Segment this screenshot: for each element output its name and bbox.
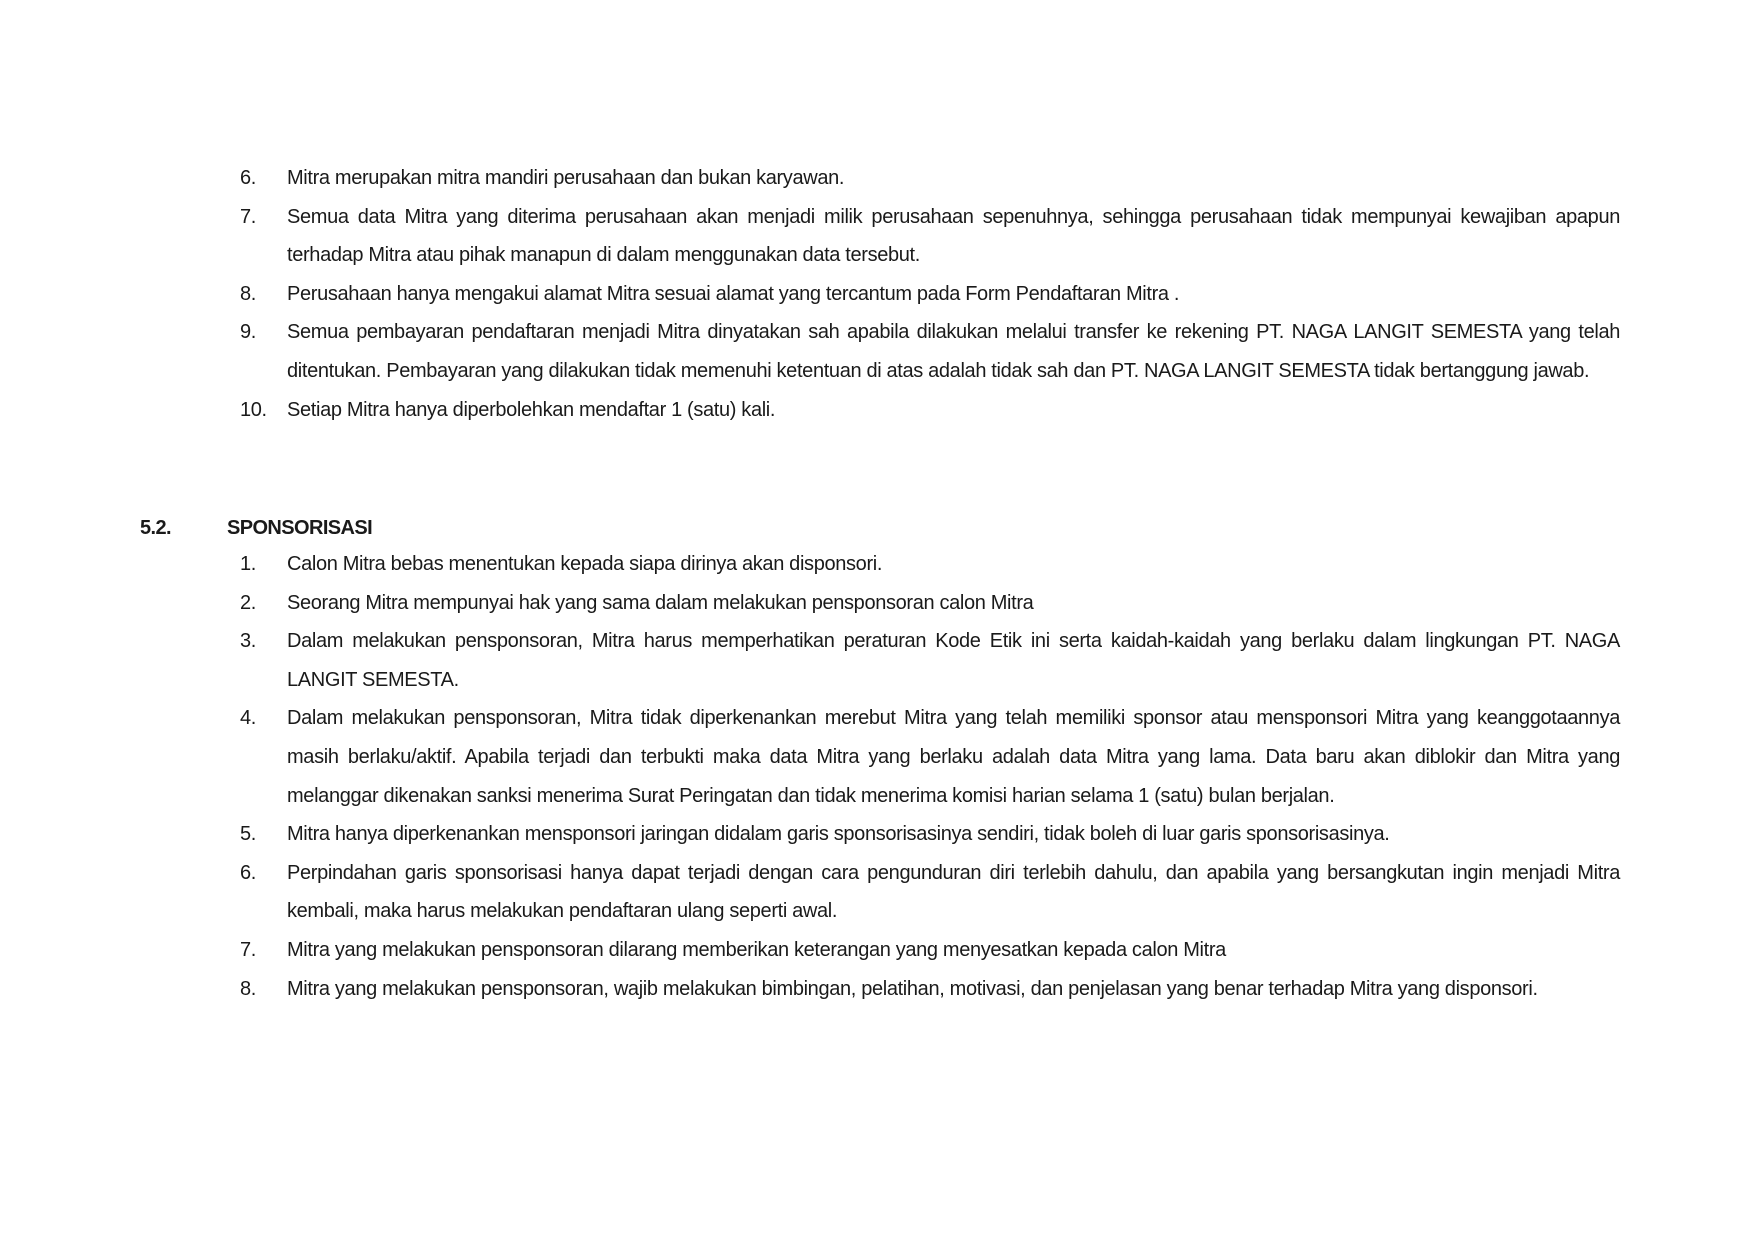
item-text: Mitra hanya diperkenankan mensponsori jaringan didalam garis sponsorisasinya sendiri, tidak boleh di luar garis sponsorisasinya. xyxy=(287,823,1390,846)
membership-rules-list xyxy=(240,159,1620,429)
item-text: Setiap Mitra hanya diperbolehkan mendaftar 1 (satu) kali. xyxy=(287,398,776,421)
list-item xyxy=(240,815,1620,854)
list-item xyxy=(240,931,1620,970)
list-item xyxy=(240,198,1620,275)
item-text: Dalam melakukan pensponsoran, Mitra harus memperhatikan peraturan Kode Etik ini serta kaidah-kaidah yang berlaku dalam lingkungan PT. NAGA LANGIT SEMESTA. xyxy=(287,630,1620,691)
item-number: 2. xyxy=(240,591,256,614)
item-number: 10. xyxy=(240,398,267,421)
list-item xyxy=(240,699,1620,815)
item-text: Semua data Mitra yang diterima perusahaan akan menjadi milik perusahaan sepenuhnya, sehingga perusahaan tidak mempunyai kewajiban apapun terhadap Mitra atau pihak manapun di dalam menggunakan data tersebut. xyxy=(287,205,1620,267)
item-text: Seorang Mitra mempunyai hak yang sama dalam melakukan pensponsoran calon Mitra xyxy=(287,591,1034,614)
item-number: 6. xyxy=(240,167,256,189)
item-number: 4. xyxy=(240,707,256,730)
item-number: 7. xyxy=(240,205,256,228)
section-number: 5.2. xyxy=(140,517,171,539)
sponsorship-rules-list xyxy=(240,545,1620,1008)
item-text: Mitra merupakan mitra mandiri perusahaan dan bukan karyawan. xyxy=(287,167,845,189)
item-text: Mitra yang melakukan pensponsoran, wajib melakukan bimbingan, pelatihan, motivasi, dan penjelasan yang benar terhadap Mitra yang disponsori. xyxy=(287,977,1538,1000)
item-number: 5. xyxy=(240,823,256,846)
item-number: 7. xyxy=(240,938,256,961)
item-text: Perusahaan hanya mengakui alamat Mitra sesuai alamat yang tercantum pada Form Pendaftaran Mitra . xyxy=(287,282,1180,305)
item-text: Dalam melakukan pensponsoran, Mitra tidak diperkenankan merebut Mitra yang telah memiliki sponsor atau mensponsori Mitra yang keanggotaannya masih berlaku/aktif. Apabila terjadi dan terbukti maka data Mitra yang berlaku adalah data Mitra yang lama. Data baru akan diblokir dan Mitra yang melanggar dikenakan sanksi menerima Surat Peringatan dan tidak menerima komisi harian selama 1 (satu) bulan berjalan. xyxy=(287,707,1620,807)
item-text: Perpindahan garis sponsorisasi hanya dapat terjadi dengan cara pengunduran diri terlebih dahulu, dan apabila yang bersangkutan ingin menjadi Mitra kembali, maka harus melakukan pendaftaran ulang seperti awal. xyxy=(287,861,1620,923)
list-item xyxy=(240,275,1620,314)
section-title: SPONSORISASI xyxy=(227,517,373,539)
item-text: Semua pembayaran pendaftaran menjadi Mitra dinyatakan sah apabila dilakukan melalui transfer ke rekening PT. NAGA LANGIT SEMESTA yang telah ditentukan. Pembayaran yang dilakukan tidak memenuhi ketentuan di atas adalah tidak sah dan PT. NAGA LANGIT SEMESTA tidak bertanggung jawab. xyxy=(287,321,1620,382)
item-number: 8. xyxy=(240,282,256,305)
item-number: 8. xyxy=(240,977,256,1000)
item-text: Mitra yang melakukan pensponsoran dilarang memberikan keterangan yang menyesatkan kepada calon Mitra xyxy=(287,938,1226,961)
item-number: 3. xyxy=(240,630,256,653)
item-number: 9. xyxy=(240,321,256,344)
list-item xyxy=(240,622,1620,699)
list-item xyxy=(240,545,1620,584)
item-number: 1. xyxy=(240,553,256,575)
list-item xyxy=(240,854,1620,931)
item-number: 6. xyxy=(240,861,256,884)
list-item xyxy=(240,391,1620,430)
list-item xyxy=(240,313,1620,390)
list-item xyxy=(240,970,1620,1009)
list-item xyxy=(240,159,1620,198)
item-text: Calon Mitra bebas menentukan kepada siapa dirinya akan disponsori. xyxy=(287,553,883,575)
list-item xyxy=(240,584,1620,623)
